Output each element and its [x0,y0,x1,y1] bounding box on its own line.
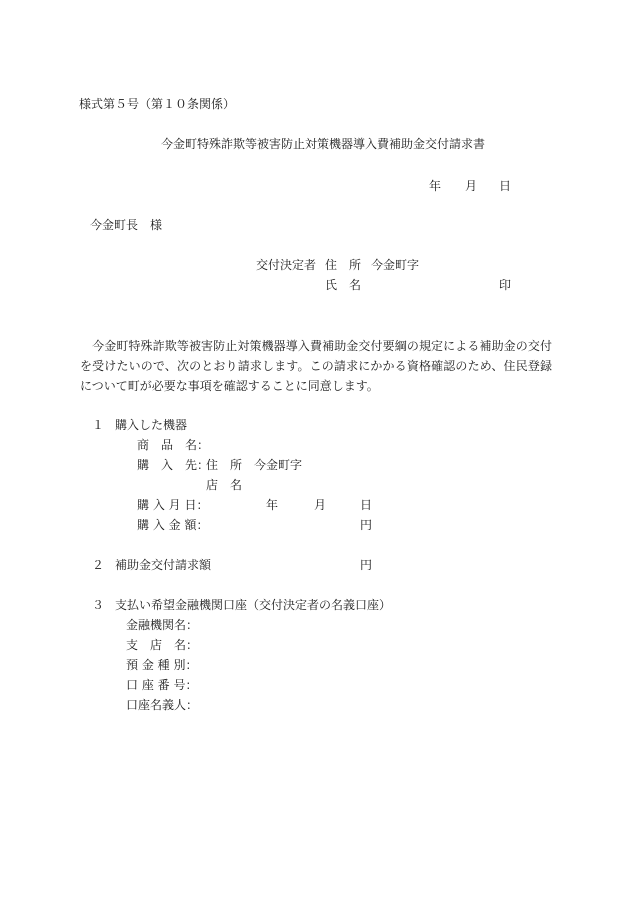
purchase-place-label: 購 入 先： [137,458,210,472]
document-title: 今金町特殊詐欺等被害防止対策機器導入費補助金交付請求書 [161,137,486,151]
date-month: 月 [465,179,478,193]
account-number-label: 口 座 番 号： [126,678,198,692]
account-holder-label: 口座名義人： [126,698,199,712]
branch-name-label: 支 店 名： [126,638,199,652]
purchase-address: 住 所 今金町字 [206,458,303,472]
applicant-name-label: 氏 名 [325,278,362,292]
store-name-label: 店 名 [206,478,243,492]
purchase-month: 月 [314,498,327,512]
form-number: 様式第５号（第１０条関係） [79,97,236,111]
section1-number: １ [92,418,105,432]
purchase-day: 日 [360,498,373,512]
applicant-address-value: 今金町字 [371,258,420,272]
purchase-amount-label: 購 入 金 額： [137,518,209,532]
section2-heading: 補助金交付請求額 [115,558,212,572]
applicant-role: 交付決定者 [256,258,317,272]
product-name-label: 商 品 名： [137,438,210,452]
bank-name-label: 金融機関名： [126,618,199,632]
purchase-date-label: 購 入 月 日： [137,498,209,512]
date-year: 年 [429,179,442,193]
request-body-text: 今金町特殊詐欺等被害防止対策機器導入費補助金交付要綱の規定による補助金の交付を受けたいので、次のとおり請求します。この請求にかかる資格確認のため、住民登録について町が必要な事項を確認することに同意します。 [80,339,552,393]
section3-number: ３ [92,598,105,612]
applicant-address-label: 住 所 [325,258,362,272]
deposit-type-label: 預 金 種 別： [126,658,198,672]
purchase-amount-unit: 円 [360,518,373,532]
addressee: 今金町長 様 [90,218,163,232]
date-day: 日 [499,179,512,193]
seal-mark: 印 [499,278,512,292]
section3-heading: 支払い希望金融機関口座（交付決定者の名義口座） [115,598,392,612]
section1-heading: 購入した機器 [115,418,188,432]
section2-number: ２ [92,558,105,572]
request-amount-unit: 円 [360,558,373,572]
purchase-year: 年 [266,498,279,512]
